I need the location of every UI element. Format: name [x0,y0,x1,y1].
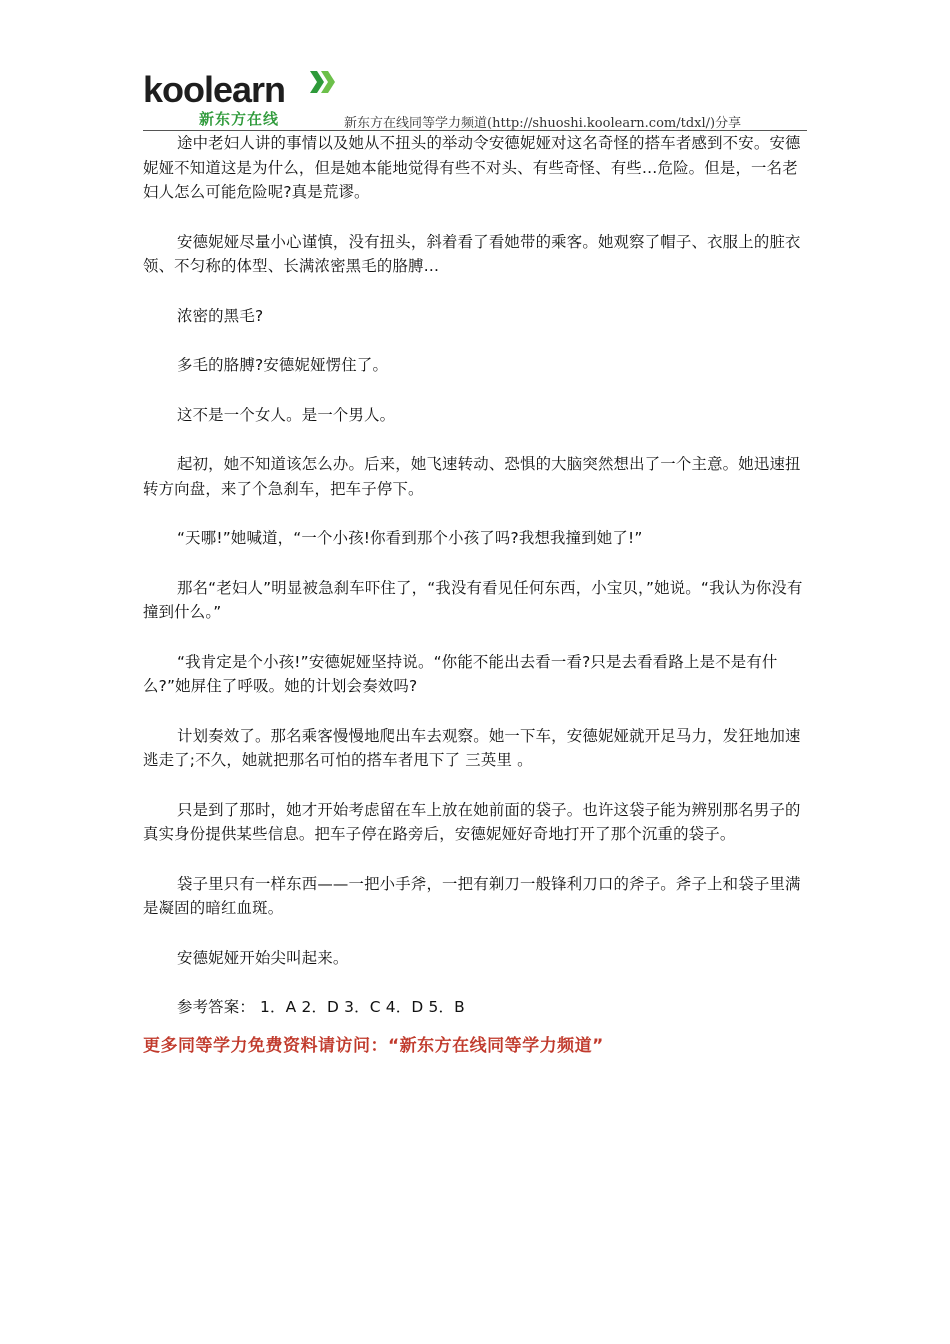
paragraph: 只是到了那时，她才开始考虑留在车上放在她前面的袋子。也许这袋子能为辨别那名男子的真实身份提供某些信息。把车子停在路旁后，安德妮娅好奇地打开了那个沉重的袋子。 [143,800,801,843]
paragraph: 安德妮娅尽量小心谨慎，没有扭头，斜着看了看她带的乘客。她观察了帽子、衣服上的脏衣领、不匀称的体型、长满浓密黑毛的胳膊… [143,232,801,275]
page-header [143,68,807,130]
paragraph: “天哪!”她喊道，“一个小孩!你看到那个小孩了吗?我想我撞到她了!” [177,529,643,547]
paragraph: 起初，她不知道该怎么办。后来，她飞速转动、恐惧的大脑突然想出了一个主意。她迅速扭转方向盘，来了个急刹车，把车子停下。 [143,455,801,498]
paragraph: 安德妮娅开始尖叫起来。 [177,948,349,967]
logo-subtitle: 新东方在线 [199,110,280,128]
paragraph: 这不是一个女人。是一个男人。 [177,405,396,424]
paragraph: 袋子里只有一样东西——一把小手斧，一把有剃刀一般锋利刀口的斧子。斧子上和袋子里满是凝固的暗红血斑。 [143,874,801,917]
paragraph: 途中老妇人讲的事情以及她从不扭头的举动令安德妮娅对这名奇怪的搭车者感到不安。安德妮娅不知道这是为什么，但是她本能地觉得有些不对头、有些奇怪、有些…危险。但是，一名老妇人怎么可能危险呢?真是荒谬。 [143,134,801,201]
koolearn-logo[interactable] [143,68,333,128]
double-chevron-right-icon [308,70,338,94]
header-share-text: 新东方在线同等学力频道(http://shuoshi.koolearn.com/tdxl/)分享 [344,116,742,131]
article-body [143,131,809,1020]
logo-wordmark: koolearn [143,69,286,110]
paragraph: 那名“老妇人”明显被急刹车吓住了，“我没有看见任何东西，小宝贝，”她说。“我认为你没有撞到什么。” [143,578,803,621]
answer-key: 参考答案： 1．A 2．D 3．C 4．D 5．B [177,998,465,1016]
paragraph: 多毛的胳膊?安德妮娅愣住了。 [177,356,389,374]
paragraph: “我肯定是个小孩!”安德妮娅坚持说。“你能不能出去看一看?只是去看看路上是不是有什么?”她屏住了呼吸。她的计划会奏效吗? [143,652,778,695]
footer-promo-link[interactable]: 更多同等学力免费资料请访问：“新东方在线同等学力频道” [143,1036,604,1056]
paragraph: 浓密的黑毛? [177,306,264,325]
paragraph: 计划奏效了。那名乘客慢慢地爬出车去观察。她一下车，安德妮娅就开足马力，发狂地加速逃走了;不久，她就把那名可怕的搭车者甩下了 三英里 。 [143,726,801,769]
